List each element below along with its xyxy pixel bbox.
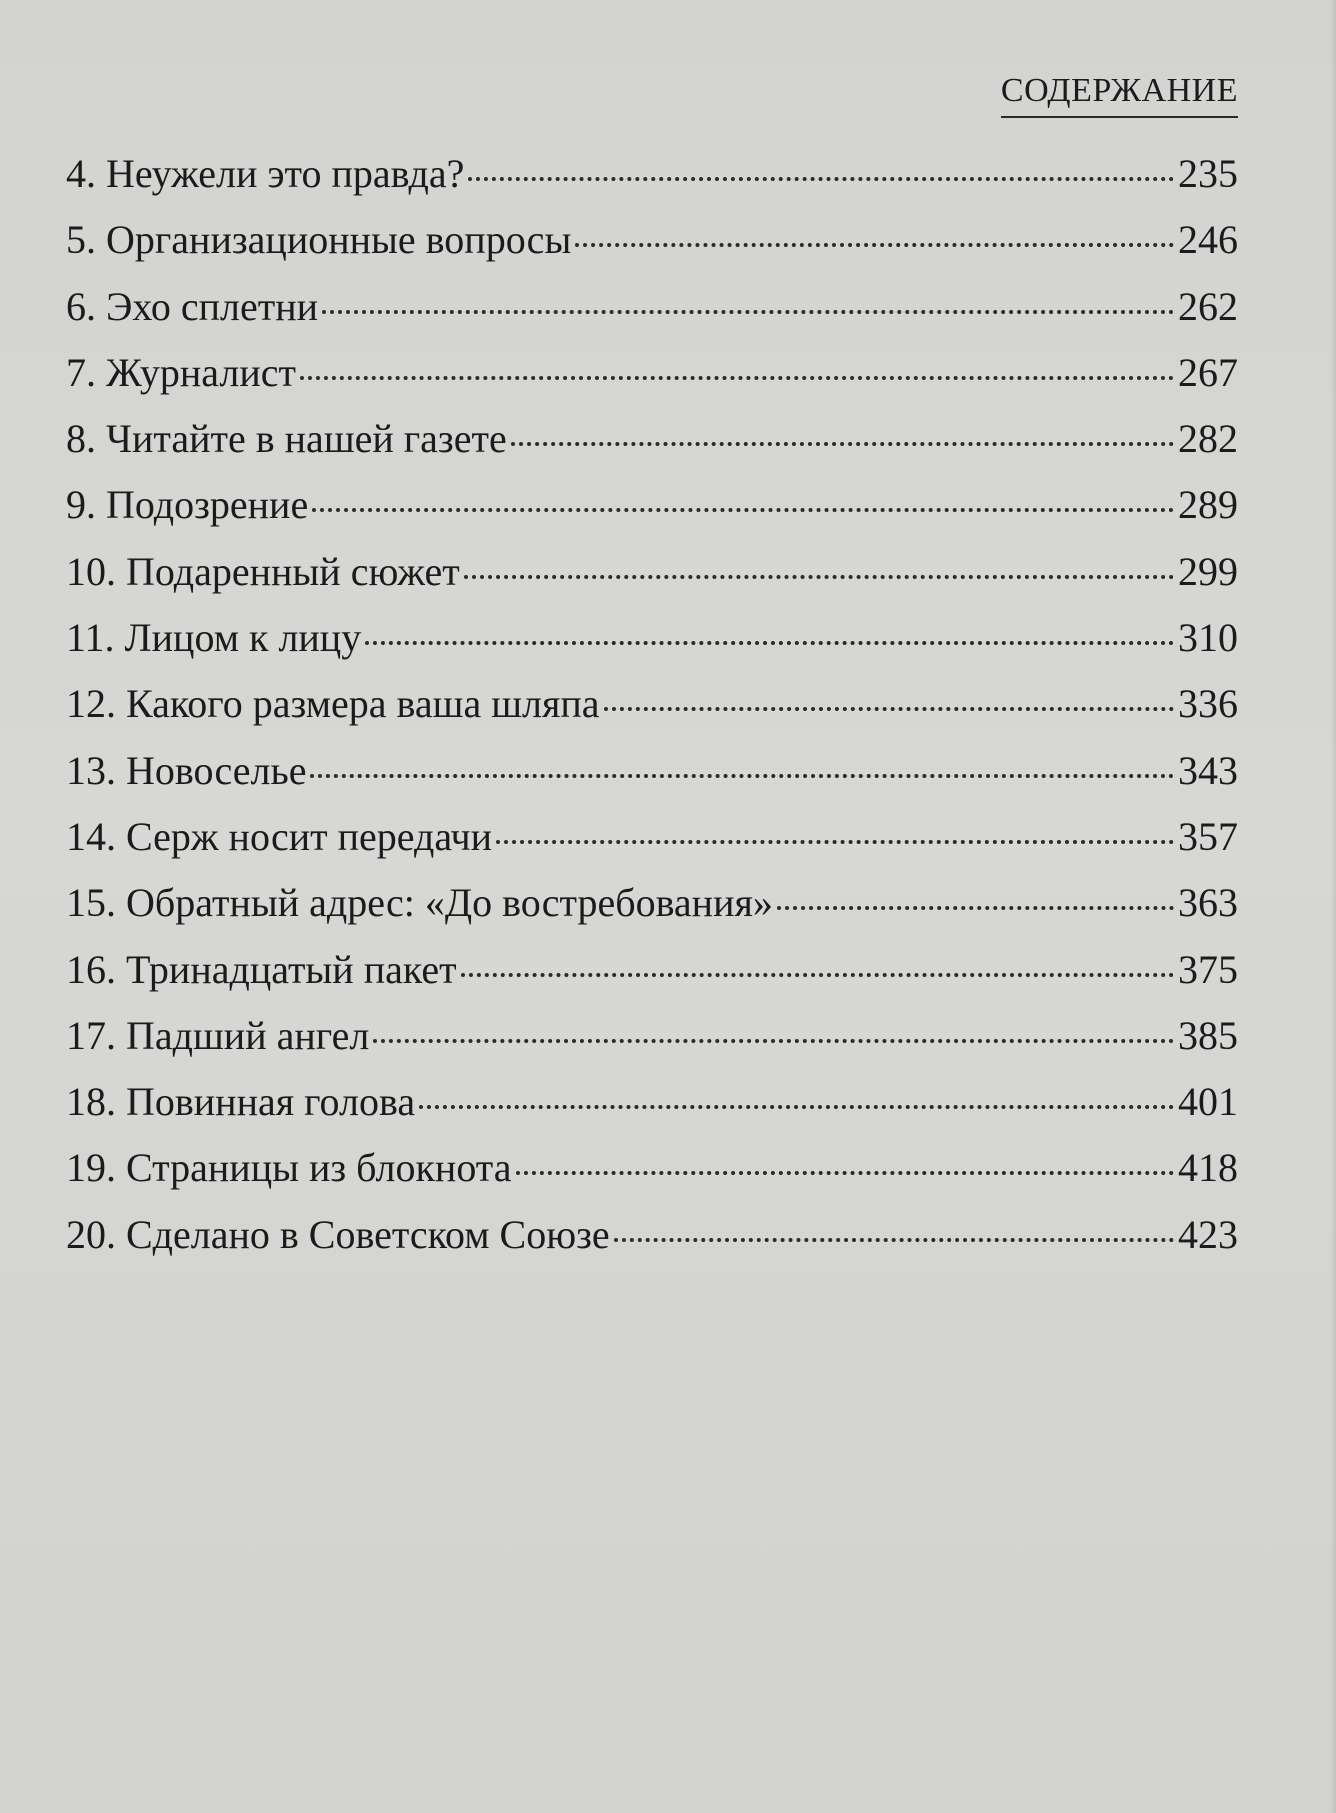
toc-entry-page: 363	[1178, 880, 1238, 926]
toc-entry-page: 310	[1178, 615, 1238, 661]
toc-entry	[66, 548, 1238, 618]
toc-entry	[66, 747, 1238, 817]
toc-entry-title: 17. Падший ангел	[66, 1012, 370, 1058]
toc-entry	[66, 349, 1238, 419]
toc-entry	[66, 217, 1238, 286]
toc-entry	[66, 946, 1238, 1016]
toc-entry	[66, 482, 1238, 551]
toc-entry-title: 8. Читайте в нашей газете	[66, 416, 507, 462]
dot-leader	[300, 376, 1174, 380]
toc-entry-title: 16. Тринадцатый пакет	[66, 946, 457, 992]
toc-entry-page: 267	[1178, 349, 1238, 395]
toc-entry	[66, 283, 1238, 353]
toc-entry-title: 10. Подаренный сюжет	[66, 548, 460, 594]
toc-entry-title: 19. Страницы из блокнота	[66, 1145, 512, 1191]
toc-entry-page: 343	[1178, 747, 1238, 793]
dot-leader	[575, 243, 1174, 247]
toc-entry	[66, 681, 1238, 750]
toc-entry-page: 375	[1178, 946, 1238, 992]
dot-leader	[614, 1238, 1174, 1242]
toc-entry-page: 282	[1178, 416, 1238, 462]
toc-entry-title: 20. Сделано в Советском Союзе	[66, 1211, 610, 1257]
toc-entry	[66, 880, 1238, 949]
toc-entry-page: 385	[1178, 1012, 1238, 1058]
toc-entry	[66, 615, 1238, 684]
dot-leader	[464, 575, 1174, 579]
toc-entry-page: 336	[1178, 681, 1238, 727]
dot-leader	[310, 774, 1174, 778]
dot-leader	[461, 973, 1174, 977]
dot-leader	[468, 177, 1174, 181]
toc-entry-page: 262	[1178, 283, 1238, 329]
toc-entry	[66, 813, 1238, 883]
dot-leader	[373, 1039, 1174, 1043]
dot-leader	[312, 508, 1174, 512]
toc-entry-page: 423	[1178, 1211, 1238, 1257]
toc-entry-page: 299	[1178, 548, 1238, 594]
dot-leader	[496, 840, 1174, 844]
table-of-contents	[66, 151, 1238, 1281]
toc-entry	[66, 151, 1238, 220]
toc-entry-title: 14. Серж носит передачи	[66, 813, 493, 859]
toc-entry-page: 235	[1178, 151, 1238, 196]
toc-entry-title: 15. Обратный адрес: «До востребования»	[66, 880, 773, 926]
dot-leader	[365, 641, 1174, 645]
toc-entry	[66, 1079, 1238, 1148]
toc-entry-title: 5. Организационные вопросы	[66, 217, 572, 263]
dot-leader	[777, 906, 1174, 910]
toc-entry-title: 6. Эхо сплетни	[66, 283, 319, 329]
toc-entry-title: 9. Подозрение	[66, 482, 309, 528]
dot-leader	[419, 1105, 1174, 1109]
running-head: СОДЕРЖАНИЕ	[1001, 72, 1238, 118]
toc-entry	[66, 1145, 1238, 1214]
toc-entry-page: 401	[1178, 1079, 1238, 1125]
toc-entry	[66, 1211, 1238, 1281]
toc-entry-page: 289	[1178, 482, 1238, 528]
dot-leader	[516, 1171, 1174, 1175]
toc-entry-title: 7. Журналист	[66, 349, 296, 395]
toc-entry-title: 18. Повинная голова	[66, 1079, 416, 1125]
toc-entry-title: 13. Новоселье	[66, 747, 307, 793]
toc-entry-title: 4. Неужели это правда?	[66, 151, 465, 196]
dot-leader	[322, 310, 1174, 314]
toc-entry	[66, 1012, 1238, 1082]
toc-entry	[66, 416, 1238, 485]
toc-entry-title: 11. Лицом к лицу	[66, 615, 362, 661]
toc-entry-page: 418	[1178, 1145, 1238, 1191]
toc-entry-page: 246	[1178, 217, 1238, 263]
toc-entry-page: 357	[1178, 813, 1238, 859]
dot-leader	[511, 442, 1174, 446]
page-edge-shadow	[1330, 0, 1336, 1813]
toc-entry-title: 12. Какого размера ваша шляпа	[66, 681, 600, 727]
dot-leader	[604, 707, 1174, 711]
